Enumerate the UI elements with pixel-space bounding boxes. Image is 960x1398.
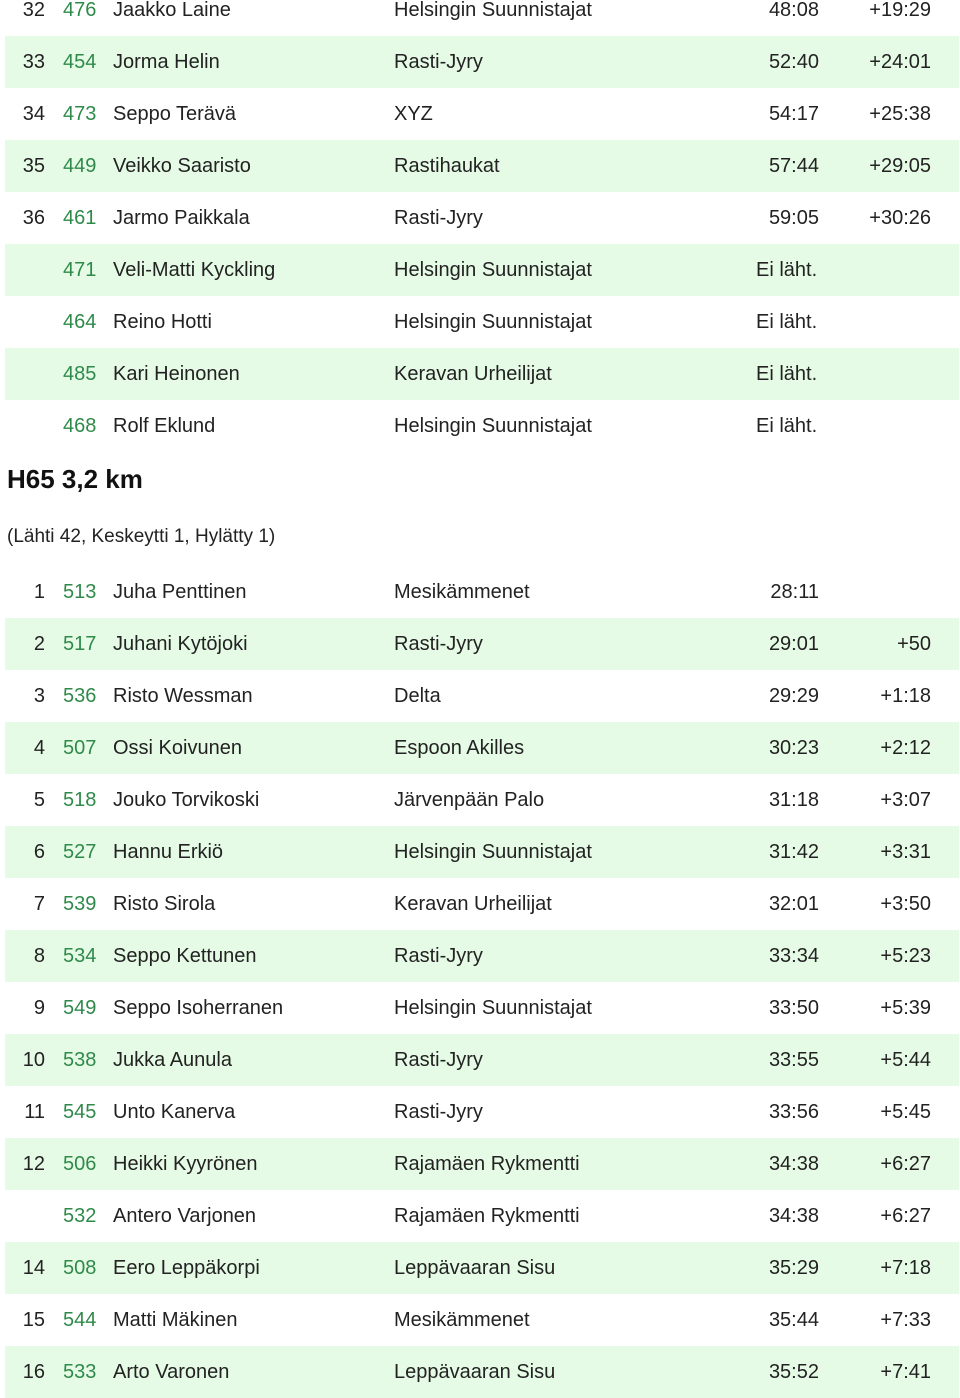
result-time: 57:44	[768, 155, 819, 177]
result-diff: +29:05	[869, 155, 931, 177]
result-bib: 539	[63, 893, 97, 915]
result-place: 10	[22, 1049, 45, 1071]
result-name: Juhani Kytöjoki	[113, 633, 248, 655]
result-bib: 507	[63, 737, 97, 759]
result-place: 16	[22, 1361, 45, 1383]
result-row	[5, 192, 959, 244]
result-diff: +5:39	[880, 997, 931, 1019]
results-table-previous-class	[5, 0, 959, 452]
result-place: 14	[22, 1257, 45, 1279]
result-bib: 544	[63, 1309, 97, 1331]
result-row	[5, 566, 959, 618]
result-time: 59:05	[768, 207, 819, 229]
result-name: Seppo Isoherranen	[113, 997, 284, 1019]
result-row	[5, 1190, 959, 1242]
class-stats: (Lähti 42, Keskeytti 1, Hylätty 1)	[7, 526, 276, 547]
result-name: Risto Wessman	[113, 685, 253, 707]
result-row	[5, 0, 959, 36]
result-row	[5, 400, 959, 452]
result-place: 3	[33, 685, 45, 707]
result-bib: 506	[63, 1153, 97, 1175]
result-time: 30:23	[768, 737, 819, 759]
result-diff: +1:18	[880, 685, 931, 707]
result-club: Rasti-Jyry	[394, 633, 483, 655]
result-place: 15	[22, 1309, 45, 1331]
result-name: Seppo Kettunen	[113, 945, 257, 967]
result-time: 32:01	[768, 893, 819, 915]
result-place: 6	[33, 841, 45, 863]
result-name: Risto Sirola	[113, 893, 216, 915]
result-name: Veikko Saaristo	[113, 155, 251, 177]
result-time: Ei läht.	[756, 311, 818, 333]
result-name: Hannu Erkiö	[113, 841, 224, 863]
result-bib: 549	[63, 997, 97, 1019]
result-diff: +5:44	[880, 1049, 931, 1071]
result-row	[5, 670, 959, 722]
result-name: Veli-Matti Kyckling	[113, 259, 276, 281]
result-place: 35	[22, 155, 45, 177]
result-place: 36	[22, 207, 45, 229]
result-name: Antero Varjonen	[113, 1205, 257, 1227]
result-diff: +50	[897, 633, 931, 655]
result-club: Rastihaukat	[394, 155, 500, 177]
results-table-h65	[5, 566, 959, 1398]
result-place: 12	[22, 1153, 45, 1175]
result-club: Espoon Akilles	[394, 737, 525, 759]
result-bib: 461	[63, 207, 97, 229]
result-time: 34:38	[768, 1153, 819, 1175]
result-diff: +7:33	[880, 1309, 931, 1331]
result-name: Eero Leppäkorpi	[113, 1257, 260, 1279]
result-place: 4	[33, 737, 45, 759]
result-name: Jukka Aunula	[113, 1049, 232, 1071]
result-time: 33:34	[768, 945, 819, 967]
result-club: Delta	[394, 685, 441, 707]
result-name: Juha Penttinen	[113, 581, 247, 603]
result-name: Matti Mäkinen	[113, 1309, 238, 1331]
result-club: XYZ	[394, 103, 433, 125]
result-row	[5, 1034, 959, 1086]
result-name: Jouko Torvikoski	[113, 789, 260, 811]
result-diff: +3:31	[880, 841, 931, 863]
result-club: Rasti-Jyry	[394, 1101, 483, 1123]
result-row	[5, 1242, 959, 1294]
result-place: 32	[22, 0, 45, 21]
result-bib: 449	[63, 155, 97, 177]
result-club: Mesikämmenet	[394, 581, 530, 603]
result-bib: 454	[63, 51, 97, 73]
result-club: Helsingin Suunnistajat	[394, 841, 592, 863]
result-row	[5, 244, 959, 296]
result-diff: +30:26	[869, 207, 931, 229]
result-diff: +6:27	[880, 1153, 931, 1175]
result-place: 9	[33, 997, 45, 1019]
result-name: Heikki Kyyrönen	[113, 1153, 258, 1175]
result-diff: +7:41	[880, 1361, 931, 1383]
result-time: 33:56	[768, 1101, 819, 1123]
result-time: 28:11	[770, 581, 819, 603]
result-name: Rolf Eklund	[113, 415, 216, 437]
result-club: Keravan Urheilijat	[394, 363, 552, 385]
result-bib: 518	[63, 789, 97, 811]
result-bib: 476	[63, 0, 97, 21]
result-bib: 513	[63, 581, 97, 603]
result-club: Rajamäen Rykmentti	[394, 1153, 580, 1175]
result-row	[5, 982, 959, 1034]
result-bib: 536	[63, 685, 97, 707]
result-name: Unto Kanerva	[113, 1101, 236, 1123]
result-place: 11	[24, 1101, 45, 1123]
result-bib: 471	[63, 259, 97, 281]
result-place: 34	[22, 103, 45, 125]
result-club: Helsingin Suunnistajat	[394, 997, 592, 1019]
result-place: 5	[33, 789, 45, 811]
result-bib: 527	[63, 841, 97, 863]
result-club: Leppävaaran Sisu	[394, 1257, 556, 1279]
result-bib: 473	[63, 103, 97, 125]
result-bib: 464	[63, 311, 97, 333]
result-time: 34:38	[768, 1205, 819, 1227]
result-time: 33:55	[768, 1049, 819, 1071]
result-club: Rasti-Jyry	[394, 1049, 483, 1071]
result-row	[5, 88, 959, 140]
result-row	[5, 878, 959, 930]
result-place: 7	[33, 893, 45, 915]
result-time: 35:52	[768, 1361, 819, 1383]
result-name: Jarmo Paikkala	[113, 207, 250, 229]
class-heading-h65: H65 3,2 km	[7, 464, 143, 494]
result-row	[5, 722, 959, 774]
result-diff: +6:27	[880, 1205, 931, 1227]
result-club: Helsingin Suunnistajat	[394, 259, 592, 281]
result-club: Helsingin Suunnistajat	[394, 415, 592, 437]
result-club: Järvenpään Palo	[394, 789, 545, 811]
result-time: Ei läht.	[756, 363, 818, 385]
result-club: Rasti-Jyry	[394, 207, 483, 229]
result-bib: 485	[63, 363, 97, 385]
result-name: Jaakko Laine	[113, 0, 231, 21]
result-row	[5, 36, 959, 88]
result-place: 1	[33, 581, 45, 603]
result-name: Ossi Koivunen	[113, 737, 242, 759]
result-row	[5, 774, 959, 826]
result-diff: +19:29	[869, 0, 931, 21]
result-time: Ei läht.	[756, 415, 818, 437]
result-time: 31:42	[768, 841, 819, 863]
result-time: 35:44	[768, 1309, 819, 1331]
result-name: Jorma Helin	[113, 51, 220, 73]
result-row	[5, 826, 959, 878]
result-diff: +3:07	[880, 789, 931, 811]
result-diff: +3:50	[880, 893, 931, 915]
result-bib: 538	[63, 1049, 97, 1071]
result-club: Mesikämmenet	[394, 1309, 530, 1331]
result-diff: +25:38	[869, 103, 931, 125]
result-club: Helsingin Suunnistajat	[394, 311, 592, 333]
result-row	[5, 140, 959, 192]
result-club: Helsingin Suunnistajat	[394, 0, 592, 21]
result-club: Rasti-Jyry	[394, 945, 483, 967]
result-place: 8	[33, 945, 45, 967]
result-name: Reino Hotti	[113, 311, 212, 333]
result-club: Rajamäen Rykmentti	[394, 1205, 580, 1227]
result-time: Ei läht.	[756, 259, 818, 281]
result-diff: +7:18	[880, 1257, 931, 1279]
result-bib: 545	[63, 1101, 97, 1123]
result-place: 33	[22, 51, 45, 73]
result-name: Arto Varonen	[113, 1361, 230, 1383]
result-time: 52:40	[768, 51, 819, 73]
result-time: 29:01	[768, 633, 819, 655]
result-row	[5, 1138, 959, 1190]
result-name: Seppo Terävä	[113, 103, 237, 125]
result-row	[5, 1294, 959, 1346]
result-time: 31:18	[768, 789, 819, 811]
result-row	[5, 1346, 959, 1398]
result-diff: +5:45	[880, 1101, 931, 1123]
result-club: Leppävaaran Sisu	[394, 1361, 556, 1383]
result-bib: 508	[63, 1257, 97, 1279]
result-time: 48:08	[768, 0, 819, 21]
result-place: 2	[33, 633, 45, 655]
result-time: 29:29	[768, 685, 819, 707]
result-diff: +2:12	[880, 737, 931, 759]
result-bib: 533	[63, 1361, 97, 1383]
result-row	[5, 618, 959, 670]
result-row	[5, 1086, 959, 1138]
result-time: 54:17	[768, 103, 819, 125]
result-time: 35:29	[768, 1257, 819, 1279]
result-diff: +5:23	[880, 945, 931, 967]
result-bib: 517	[63, 633, 97, 655]
result-row	[5, 348, 959, 400]
result-bib: 532	[63, 1205, 97, 1227]
result-time: 33:50	[768, 997, 819, 1019]
result-bib: 468	[63, 415, 97, 437]
result-club: Rasti-Jyry	[394, 51, 483, 73]
result-club: Keravan Urheilijat	[394, 893, 552, 915]
result-bib: 534	[63, 945, 97, 967]
result-row	[5, 296, 959, 348]
result-row	[5, 930, 959, 982]
result-diff: +24:01	[869, 51, 931, 73]
result-name: Kari Heinonen	[113, 363, 240, 385]
